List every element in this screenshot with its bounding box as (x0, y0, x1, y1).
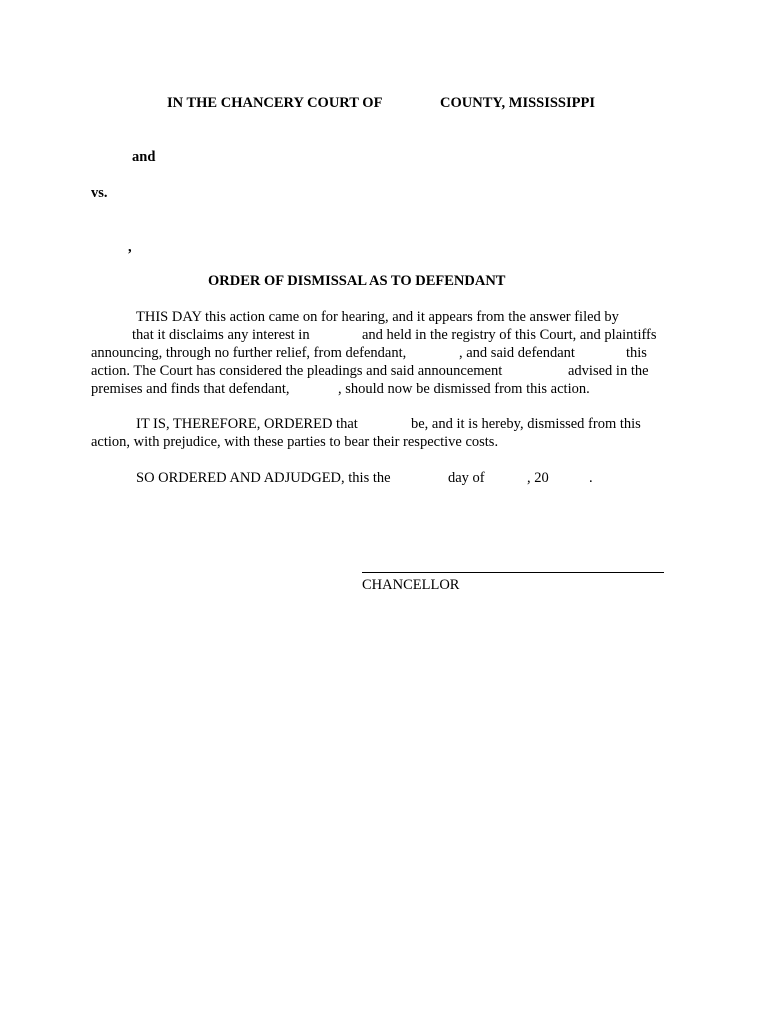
para2-line1a: IT IS, THEREFORE, ORDERED that (136, 416, 358, 432)
signature-line (362, 572, 664, 573)
para1-line4a: action. The Court has considered the pleadings and said announcement (91, 363, 503, 379)
court-name: IN THE CHANCERY COURT OF (167, 95, 383, 111)
para1-line2a: that it disclaims any interest in (132, 327, 310, 343)
caption-vs: vs. (91, 185, 108, 201)
para1-line3b: , and said defendant (459, 345, 575, 361)
para1-line5b: , should now be dismissed from this action. (338, 381, 590, 397)
para1-line5a: premises and finds that defendant, (91, 381, 290, 397)
signature-label: CHANCELLOR (362, 577, 460, 593)
para2-line2: action, with prejudice, with these parties to bear their respective costs. (91, 434, 499, 450)
para2-line1b: be, and it is hereby, dismissed from this (411, 416, 641, 432)
para1-line2b: and held in the registry of this Court, and plaintiffs (362, 327, 657, 343)
page-title: ORDER OF DISMISSAL AS TO DEFENDANT (208, 273, 506, 289)
caption-and: and (132, 149, 156, 165)
ordered-text: SO ORDERED AND ADJUDGED, this the (136, 470, 391, 486)
ordered-period: . (589, 470, 593, 486)
para1-line3a: announcing, through no further relief, from defendant, (91, 345, 407, 361)
county-name: COUNTY, MISSISSIPPI (440, 95, 595, 111)
ordered-year: , 20 (527, 470, 549, 486)
para1-line1: THIS DAY this action came on for hearing, and it appears from the answer filed by (136, 309, 619, 325)
para1-line3c: this (626, 345, 647, 361)
para1-line4b: advised in the (568, 363, 649, 379)
ordered-day-of: day of (448, 470, 485, 486)
caption-comma: , (128, 239, 132, 255)
